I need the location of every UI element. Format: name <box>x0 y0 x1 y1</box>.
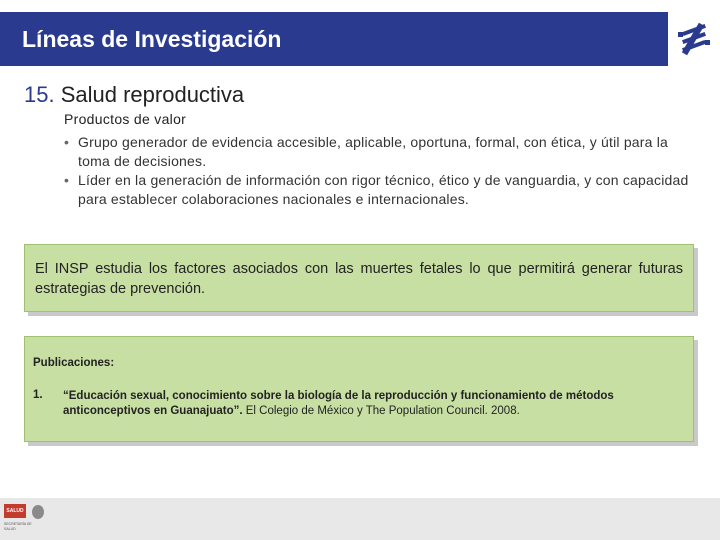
footer-bar <box>0 498 720 540</box>
insp-logo <box>668 12 720 66</box>
products-heading: Productos de valor <box>64 111 187 127</box>
section-heading <box>24 82 244 108</box>
bullet-icon: • <box>64 134 70 150</box>
list-item <box>64 133 694 171</box>
list-item <box>64 171 694 209</box>
salud-logo: SALUD <box>4 504 26 518</box>
footer-small-text: SECRETARÍA DE SALUD <box>4 522 32 531</box>
products-list <box>64 133 694 209</box>
bullet-text: Líder en la generación de información con rigor técnico, ético y de vanguardia, y con capacidad para establecer colaboraciones nacionales e internacionales. <box>78 172 689 207</box>
section-title: Salud reproductiva <box>60 82 245 107</box>
publication-source: El Colegio de México y The Population Council. 2008. <box>242 405 520 417</box>
statement-text: El INSP estudia los factores asociados con las muertes fetales lo que permitirá generar futuras estrategias de prevención. <box>35 261 683 297</box>
bullet-text: Grupo generador de evidencia accesible, aplicable, oportuna, formal, con ética, y útil para la toma de decisiones. <box>78 134 669 169</box>
page-title: Líneas de Investigación <box>22 26 282 52</box>
publication-entry <box>63 389 687 419</box>
national-seal-icon <box>32 505 44 519</box>
bullet-icon: • <box>64 172 70 188</box>
publications-box <box>24 336 694 442</box>
publication-title: “Educación sexual, conocimiento sobre la biología de la reproducción y funcionamiento de métodos anticonceptivos en Guanajuato”. <box>63 390 614 417</box>
statement-box <box>24 244 694 312</box>
section-number: 15. <box>24 82 55 107</box>
header-bar <box>0 12 720 66</box>
insp-logo-icon <box>676 20 712 58</box>
publications-heading: Publicaciones: <box>33 357 115 369</box>
publication-number: 1. <box>33 389 43 401</box>
